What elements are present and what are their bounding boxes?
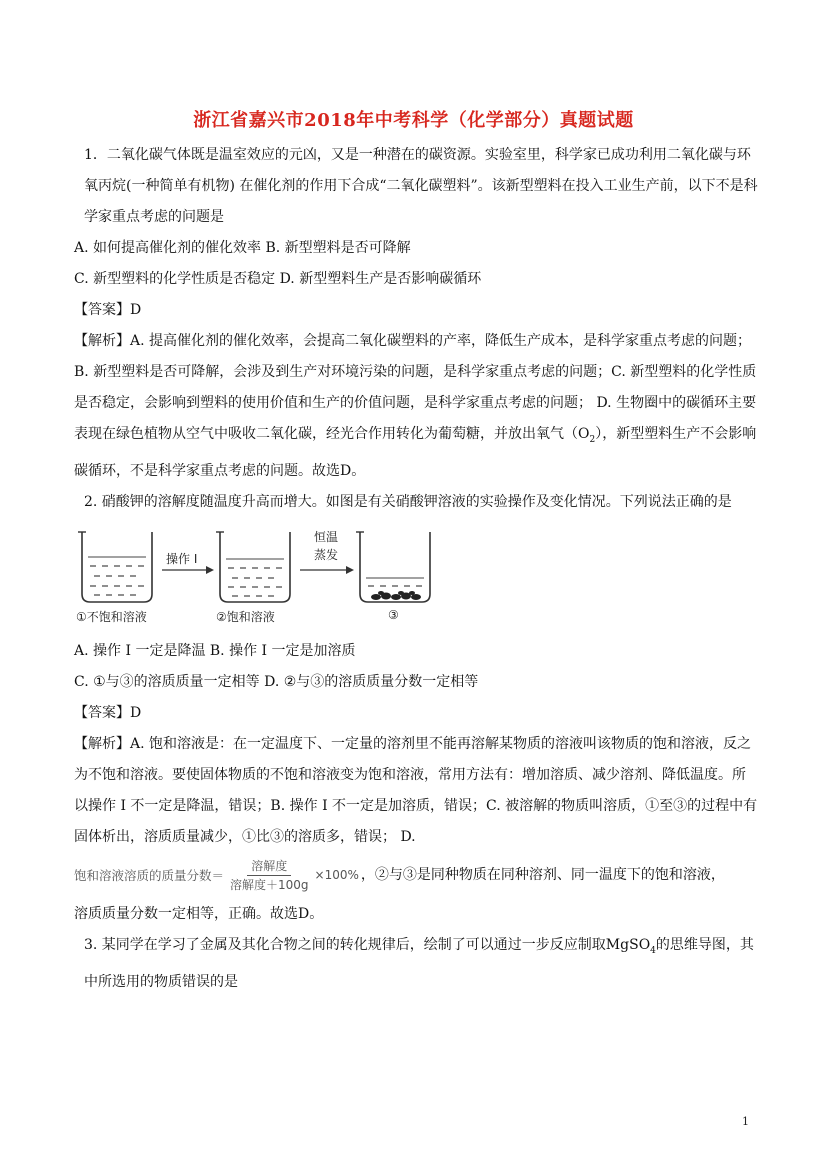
q3-stem-subscript: 4 xyxy=(650,945,656,956)
crystals-icon xyxy=(371,591,421,600)
arrow-1-label: 操作 I xyxy=(166,551,198,566)
question-2-options-cd: C. ①与③的溶质质量一定相等 D. ②与③的溶质质量分数一定相等 xyxy=(74,673,479,690)
page-title: 浙江省嘉兴市2018年中考科学（化学部分）真题试题 xyxy=(193,110,634,131)
beaker-1-icon xyxy=(78,532,152,602)
formula-numerator: 溶解度 xyxy=(247,857,291,876)
beaker-3-icon xyxy=(356,532,430,602)
q1-analysis-text-1: 【解析】A. 提高催化剂的催化效率，会提高二氧化碳塑料的产率，降低生产成本，是科学家重点考虑的问题； B. 新型塑料是否可降解，会涉及到生产对环境污染的问题，是科学家重点考虑的问题；C. 新型塑料的化学性质是否稳定，会影响到塑料的使用价值和生产的价值问题，是科学家重点考虑的问题； D. 生物圈中的碳循环主要表现在绿色植物从空气中吸收二氧化碳，经光合作用转化为葡萄糖，并放出氧气（O xyxy=(74,333,757,442)
question-3-stem xyxy=(74,930,758,998)
beaker-2-icon xyxy=(216,532,290,602)
question-2-options-ab: A. 操作 I 一定是降温 B. 操作 I 一定是加溶质 xyxy=(74,642,356,659)
q3-stem-text-1: 3. 某同学在学习了金属及其化合物之间的转化规律后，绘制了可以通过一步反应制取MgSO xyxy=(84,936,651,953)
question-2-analysis: 【解析】A. 饱和溶液是：在一定温度下、一定量的溶剂里不能再溶解某物质的溶液叫该物质的饱和溶液，反之为不饱和溶液。要使固体物质的不饱和溶液变为饱和溶液，常用方法有：增加溶质、减少溶剂、降低温度。所以操作 I 不一定是降温，错误；B. 操作 I 不一定是加溶质，错误；C. 被溶解的物质叫溶质，①至③的过程中有固体析出，溶质质量减少，①比③的溶质多，错误； D. xyxy=(74,735,758,845)
question-2-answer: 【答案】D xyxy=(74,704,142,721)
arrow-1-icon xyxy=(162,566,214,574)
formula-denominator: 溶解度＋100g xyxy=(230,878,309,893)
formula-trailing-text: ，②与③是同种物质在同种溶剂、同一温度下的饱和溶液， xyxy=(360,867,725,884)
question-1-options-cd: C. 新型塑料的化学性质是否稳定 D. 新型塑料生产是否影响碳循环 xyxy=(74,271,482,287)
question-2-analysis-end: 溶质质量分数一定相等，正确。故选D。 xyxy=(74,905,324,922)
formula-percent: ×100% xyxy=(314,868,359,883)
q1-analysis-text-2: ），新型塑料生产不会影响碳循环，不是科学家重点考虑的问题。故选D。 xyxy=(74,426,757,479)
formula-left-text: 饱和溶液溶质的质量分数＝ xyxy=(74,868,225,884)
q1-analysis-subscript: 2 xyxy=(589,434,596,445)
arrow-2-label-line-2: 蒸发 xyxy=(314,547,339,562)
arrow-2-icon xyxy=(300,566,354,574)
beaker-3-label: ③ xyxy=(388,607,399,622)
content-area xyxy=(74,140,758,998)
question-2-stem: 2. 硝酸钾的溶解度随温度升高而增大。如图是有关硝酸钾溶液的实验操作及变化情况。下列说法正确的是 xyxy=(84,493,732,510)
question-1-stem: 1．二氧化碳气体既是温室效应的元凶，又是一种潜在的碳资源。实验室里，科学家已成功利用二氧化碳与环氧丙烷(一种简单有机物) 在催化剂的作用下合成“二氧化碳塑料”。该新型塑料在投入工业生产前，以下不是科学家重点考虑的问题是 xyxy=(84,147,758,225)
mass-fraction-formula xyxy=(74,853,758,899)
question-1-analysis xyxy=(74,326,758,487)
page-number: 1 xyxy=(742,1115,749,1128)
q3-stem-text-2: 的思维导图，其中所选用的物质错误的是 xyxy=(84,936,754,990)
beaker-experiment-figure xyxy=(74,522,758,634)
question-1-answer: 【答案】D xyxy=(74,302,142,318)
arrow-2-label-line-1: 恒温 xyxy=(314,529,339,544)
question-1-options-ab: A. 如何提高催化剂的催化效率 B. 新型塑料是否可降解 xyxy=(74,240,411,256)
beaker-1-label: ①不饱和溶液 xyxy=(76,609,147,624)
beaker-2-label: ②饱和溶液 xyxy=(216,609,275,624)
formula-fraction xyxy=(226,857,313,894)
